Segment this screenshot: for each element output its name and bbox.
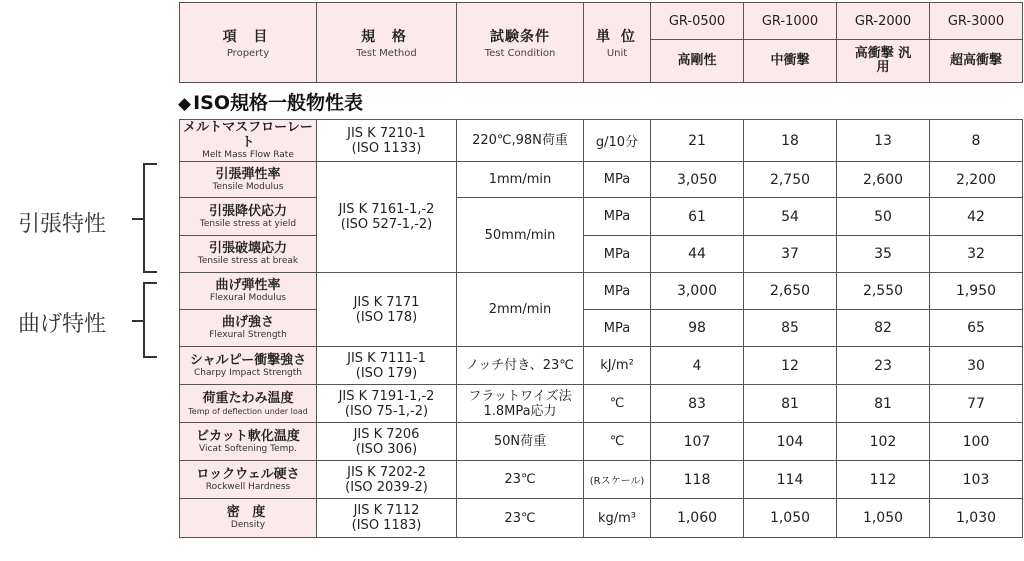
value-cell: 103 [930,461,1023,499]
bracket-tick-flexural [132,320,143,322]
property-cell [180,499,317,538]
property-cell [180,385,317,423]
unit: MPa [584,310,651,347]
value-cell: 112 [837,461,930,499]
test-method [317,162,457,273]
property-en: Charpy Impact Strength [193,367,303,378]
property-en: Rockwell Hardness [205,481,291,492]
header-property-en: Property [226,48,270,59]
property-cell [180,273,317,310]
test-method-text: JIS K 7111-1 (ISO 179) [347,350,426,381]
unit: MPa [584,236,651,273]
property-jp: 引張降伏応力 [208,203,287,219]
bracket-tensile [143,163,157,273]
header-condition-en: Test Condition [484,48,556,59]
header-table [179,2,1023,83]
value-cell: 1,060 [651,499,744,538]
value-cell: 1,950 [930,273,1023,310]
value-cell: 114 [744,461,837,499]
grade-type-text: 高衝撃 汎 用 [854,46,912,75]
value-cell: 2,550 [837,273,930,310]
header-condition-jp: 試験条件 [490,29,550,45]
property-cell [180,120,317,162]
property-en: Tensile Modulus [212,181,284,192]
table-row [180,273,1023,310]
property-jp: ビカット軟化温度 [196,428,300,444]
properties-table [179,119,1023,538]
test-condition-text: フラットワイズ法 1.8MPa応力 [468,388,572,419]
value-cell: 65 [930,310,1023,347]
value-cell: 61 [651,198,744,236]
header-method [317,3,457,83]
value-cell: 8 [930,120,1023,162]
value-cell: 44 [651,236,744,273]
test-method-text: JIS K 7191-1,-2 (ISO 75-1,-2) [338,388,435,419]
test-condition: 50mm/min [457,198,584,273]
header-unit-en: Unit [606,48,628,59]
header-condition [457,3,584,83]
test-condition [457,385,584,423]
value-cell: 102 [837,423,930,461]
test-condition: 50N荷重 [457,423,584,461]
table-row [180,120,1023,162]
section-title [178,88,363,115]
test-method [317,347,457,385]
test-method [317,423,457,461]
property-en: Tensile stress at yield [199,218,297,229]
value-cell: 81 [744,385,837,423]
table-row [180,162,1023,198]
unit: g/10分 [584,120,651,162]
bracket-tick-tensile [132,218,143,220]
grade-code: GR-0500 [651,3,744,40]
grade-code: GR-2000 [837,3,930,40]
test-condition: 23℃ [457,461,584,499]
test-condition: ノッチ付き、23℃ [457,347,584,385]
value-cell: 23 [837,347,930,385]
property-cell [180,423,317,461]
test-method [317,273,457,347]
property-jp: メルトマスフローレート [183,120,313,150]
header-method-jp: 規 格 [361,29,412,45]
property-en: Tensile stress at break [197,256,299,266]
property-cell [180,236,317,273]
property-jp: ロックウェル硬さ [196,466,300,482]
test-method-text: JIS K 7202-2 (ISO 2039-2) [345,464,428,495]
test-method-text: JIS K 7206 (ISO 306) [353,426,420,457]
property-jp: 曲げ強さ [221,315,274,330]
unit: kg/m³ [584,499,651,538]
grade-type: 超高衝撃 [930,40,1023,83]
test-method-text: JIS K 7210-1 (ISO 1133) [347,125,426,156]
property-en: Density [230,520,266,530]
property-jp: 密 度 [226,505,270,520]
table-row [180,423,1023,461]
property-cell [180,162,317,198]
group-label-tensile: 引張特性 [18,212,107,237]
unit: ℃ [584,385,651,423]
table-row [180,310,1023,347]
table-row [180,347,1023,385]
bracket-flexural [143,282,157,358]
test-method-text: JIS K 7161-1,-2 (ISO 527-1,-2) [338,202,435,232]
property-cell [180,310,317,347]
grade-code: GR-1000 [744,3,837,40]
value-cell: 13 [837,120,930,162]
value-cell: 83 [651,385,744,423]
value-cell: 118 [651,461,744,499]
value-cell: 82 [837,310,930,347]
property-jp: 曲げ弾性率 [215,278,281,293]
value-cell: 2,200 [930,162,1023,198]
value-cell: 32 [930,236,1023,273]
property-cell [180,198,317,236]
unit: MPa [584,198,651,236]
value-cell: 54 [744,198,837,236]
value-cell: 2,650 [744,273,837,310]
value-cell: 21 [651,120,744,162]
value-cell: 77 [930,385,1023,423]
group-label-flexural: 曲げ特性 [18,312,107,337]
value-cell: 2,750 [744,162,837,198]
value-cell: 104 [744,423,837,461]
property-jp: 引張弾性率 [215,166,281,182]
property-en: Temp of deflection under load [188,406,308,416]
property-cell [180,347,317,385]
value-cell: 81 [837,385,930,423]
header-unit-jp: 単 位 [596,29,638,45]
property-jp: シャルピー衝撃強さ [189,352,307,368]
unit: kJ/m² [584,347,651,385]
test-condition: 2mm/min [457,273,584,347]
value-cell: 3,050 [651,162,744,198]
property-jp: 引張破壊応力 [208,241,287,256]
grade-code: GR-3000 [930,3,1023,40]
test-method [317,385,457,423]
value-cell: 18 [744,120,837,162]
value-cell: 12 [744,347,837,385]
diamond-icon: ◆ [178,94,192,114]
value-cell: 37 [744,236,837,273]
unit: MPa [584,273,651,310]
table-row [180,385,1023,423]
value-cell: 3,000 [651,273,744,310]
test-method-text: JIS K 7112 (ISO 1183) [351,503,422,533]
test-method-text: JIS K 7171 (ISO 178) [353,294,420,325]
test-method [317,120,457,162]
table-row [180,236,1023,273]
value-cell: 30 [930,347,1023,385]
value-cell: 1,030 [930,499,1023,538]
value-cell: 2,600 [837,162,930,198]
grade-type: 高剛性 [651,40,744,83]
unit: ℃ [584,423,651,461]
table-row [180,461,1023,499]
value-cell: 1,050 [837,499,930,538]
value-cell: 50 [837,198,930,236]
grade-type [837,40,930,83]
table-row [180,198,1023,236]
value-cell: 85 [744,310,837,347]
unit: MPa [584,162,651,198]
header-property-jp: 項 目 [222,29,274,45]
value-cell: 4 [651,347,744,385]
property-cell [180,461,317,499]
grade-type: 中衝撃 [744,40,837,83]
value-cell: 100 [930,423,1023,461]
test-condition: 220℃,98N荷重 [457,120,584,162]
test-method [317,499,457,538]
test-condition: 23℃ [457,499,584,538]
unit: (Rスケール) [584,461,651,499]
test-method [317,461,457,499]
section-title-text: ISO規格一般物性表 [193,92,363,114]
value-cell: 42 [930,198,1023,236]
value-cell: 107 [651,423,744,461]
header-method-en: Test Method [356,48,417,59]
property-jp: 荷重たわみ温度 [202,390,294,406]
property-en: Vicat Softening Temp. [199,443,297,454]
property-en: Flexural Modulus [209,293,287,303]
header-unit [584,3,651,83]
property-en: Melt Mass Flow Rate [202,150,294,160]
value-cell: 35 [837,236,930,273]
value-cell: 1,050 [744,499,837,538]
header-property [180,3,317,83]
property-en: Flexural Strength [209,330,287,340]
table-row [180,499,1023,538]
value-cell: 98 [651,310,744,347]
test-condition: 1mm/min [457,162,584,198]
